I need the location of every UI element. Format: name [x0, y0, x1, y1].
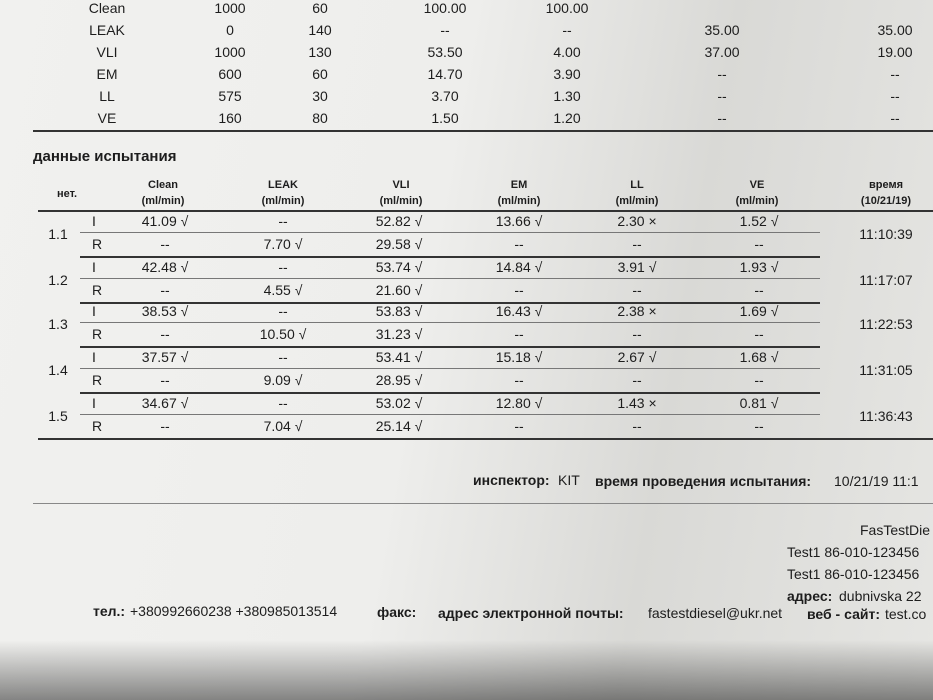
mode-return: R: [92, 372, 103, 388]
value-i-ll: 2.67 √: [617, 349, 657, 365]
test-divider: [80, 256, 820, 258]
header-line: [38, 210, 933, 212]
param-cell-f: --: [890, 88, 900, 104]
value-i-em: 14.84 √: [495, 259, 543, 275]
value-i-em: 13.66 √: [495, 213, 543, 229]
mode-injection: I: [92, 213, 96, 229]
value-i-ll: 2.38 ×: [617, 303, 657, 319]
param-cell-f: 35.00: [877, 22, 913, 38]
value-i-vli: 52.82 √: [375, 213, 423, 229]
value-i-leak: --: [278, 213, 288, 229]
param-cell-c: 1.50: [431, 110, 459, 126]
header-ll-name: LL: [630, 179, 644, 191]
value-i-clean: 34.67 √: [141, 395, 189, 411]
email-value: fastestdiesel@ukr.net: [648, 605, 783, 621]
param-cell-f: 19.00: [877, 44, 913, 60]
param-cell-c: 3.70: [431, 88, 459, 104]
row-divider: [80, 232, 820, 233]
value-r-ve: --: [754, 418, 764, 434]
email-label: адрес электронной почты:: [438, 605, 624, 621]
value-i-ve: 1.93 √: [739, 259, 779, 275]
param-cell-a: 0: [226, 22, 234, 38]
param-cell-name: VE: [97, 110, 117, 126]
test-id: 1.3: [48, 316, 68, 332]
test-id: 1.1: [48, 226, 68, 242]
value-i-leak: --: [278, 303, 288, 319]
header-vli: [380, 177, 423, 209]
param-cell-d: 3.90: [553, 66, 581, 82]
mode-return: R: [92, 418, 103, 434]
header-ve-name: VE: [749, 179, 765, 191]
param-cell-f: --: [890, 66, 900, 82]
row-divider: [80, 414, 820, 415]
value-r-leak: 7.04 √: [263, 418, 303, 434]
address-value: dubnivska 22: [839, 588, 922, 604]
test-time: 11:22:53: [859, 316, 913, 332]
value-i-ll: 2.30 ×: [617, 213, 657, 229]
param-cell-d: --: [562, 22, 572, 38]
param-cell-b: 80: [312, 110, 328, 126]
param-cell-d: 4.00: [553, 44, 581, 60]
header-time: [861, 177, 911, 209]
mode-return: R: [92, 282, 103, 298]
value-i-ve: 1.69 √: [739, 303, 779, 319]
header-ve: [736, 177, 779, 209]
header-time-date: (10/21/19): [860, 195, 912, 207]
parameter-table-bottom-line: [33, 130, 933, 132]
header-leak-unit: (ml/min): [261, 195, 305, 207]
value-r-vli: 25.14 √: [375, 418, 423, 434]
inspector-label: инспектор:: [473, 472, 550, 488]
value-r-ve: --: [754, 236, 764, 252]
phone-value: +380992660238 +380985013514: [130, 603, 338, 619]
value-r-ll: --: [632, 282, 642, 298]
value-r-vli: 29.58 √: [375, 236, 423, 252]
param-cell-c: 100.00: [423, 0, 467, 16]
value-i-em: 12.80 √: [495, 395, 543, 411]
value-i-clean: 37.57 √: [141, 349, 189, 365]
value-i-em: 16.43 √: [495, 303, 543, 319]
value-r-clean: --: [160, 282, 170, 298]
value-r-leak: 9.09 √: [263, 372, 303, 388]
row-divider: [80, 368, 820, 369]
fax-label: факс:: [377, 604, 417, 620]
param-cell-b: 140: [308, 22, 332, 38]
value-r-leak: 7.70 √: [263, 236, 303, 252]
test-time-label: время проведения испытания:: [595, 473, 812, 489]
header-vli-unit: (ml/min): [379, 195, 423, 207]
phone-label: тел.:: [93, 603, 126, 619]
param-cell-a: 600: [218, 66, 242, 82]
param-cell-a: 1000: [214, 44, 246, 60]
company-phone-line-1: Test1 86-010-123456: [787, 544, 920, 560]
value-r-ll: --: [632, 418, 642, 434]
test-divider: [80, 302, 820, 304]
param-cell-c: 53.50: [427, 44, 463, 60]
value-r-ve: --: [754, 372, 764, 388]
param-cell-e: 35.00: [704, 22, 740, 38]
value-i-vli: 53.02 √: [375, 395, 423, 411]
param-cell-f: --: [890, 110, 900, 126]
inspector-value: KIT: [558, 472, 580, 488]
value-r-em: --: [514, 282, 524, 298]
header-clean-unit: (ml/min): [141, 195, 185, 207]
value-i-vli: 53.74 √: [375, 259, 423, 275]
value-i-leak: --: [278, 395, 288, 411]
value-r-ll: --: [632, 372, 642, 388]
value-i-vli: 53.41 √: [375, 349, 423, 365]
value-r-ll: --: [632, 236, 642, 252]
test-time-value: 10/21/19 11:1: [834, 473, 919, 489]
value-r-leak: 4.55 √: [263, 282, 303, 298]
test-time: 11:17:07: [859, 272, 913, 288]
value-r-ve: --: [754, 326, 764, 342]
test-time: 11:31:05: [859, 362, 913, 378]
website-value: test.co: [885, 606, 927, 622]
mode-injection: I: [92, 395, 96, 411]
value-r-em: --: [514, 236, 524, 252]
value-i-vli: 53.83 √: [375, 303, 423, 319]
header-no: нет.: [56, 188, 78, 200]
address-label: адрес:: [787, 588, 833, 604]
company-name: FasTestDie: [860, 522, 931, 538]
value-r-em: --: [514, 326, 524, 342]
header-ll: [616, 177, 659, 209]
param-cell-a: 1000: [214, 0, 246, 16]
mode-injection: I: [92, 303, 96, 319]
value-r-leak: 10.50 √: [259, 326, 307, 342]
website-label: веб - сайт:: [807, 606, 880, 622]
param-cell-e: --: [717, 110, 727, 126]
value-r-ve: --: [754, 282, 764, 298]
test-id: 1.4: [48, 362, 68, 378]
value-i-leak: --: [278, 259, 288, 275]
value-i-clean: 38.53 √: [141, 303, 189, 319]
value-r-clean: --: [160, 372, 170, 388]
header-ve-unit: (ml/min): [735, 195, 779, 207]
photo-shadow: [0, 640, 933, 700]
param-cell-a: 575: [218, 88, 242, 104]
value-r-em: --: [514, 418, 524, 434]
header-ll-unit: (ml/min): [615, 195, 659, 207]
value-r-vli: 31.23 √: [375, 326, 423, 342]
param-cell-name: LL: [99, 88, 115, 104]
param-cell-a: 160: [218, 110, 242, 126]
param-cell-c: 14.70: [427, 66, 463, 82]
value-i-ll: 1.43 ×: [617, 395, 657, 411]
mode-return: R: [92, 326, 103, 342]
value-r-clean: --: [160, 326, 170, 342]
param-cell-e: --: [717, 88, 727, 104]
test-time: 11:36:43: [859, 408, 913, 424]
footer-separator: [33, 503, 933, 504]
param-cell-d: 1.30: [553, 88, 581, 104]
mode-injection: I: [92, 259, 96, 275]
row-divider: [80, 322, 820, 323]
value-i-ve: 1.68 √: [739, 349, 779, 365]
param-cell-name: LEAK: [89, 22, 125, 38]
test-divider: [80, 392, 820, 394]
header-time-name: время: [868, 179, 903, 191]
mode-return: R: [92, 236, 103, 252]
header-clean-name: Clean: [148, 179, 178, 191]
value-r-em: --: [514, 372, 524, 388]
value-r-clean: --: [160, 418, 170, 434]
param-cell-b: 130: [308, 44, 332, 60]
header-leak: [262, 177, 305, 209]
value-i-ve: 1.52 √: [739, 213, 779, 229]
header-em-name: EM: [510, 179, 528, 191]
value-i-clean: 41.09 √: [141, 213, 189, 229]
param-cell-name: EM: [96, 66, 118, 82]
test-time: 11:10:39: [859, 226, 913, 242]
value-r-ll: --: [632, 326, 642, 342]
param-cell-b: 30: [312, 88, 328, 104]
param-cell-e: --: [717, 66, 727, 82]
header-leak-name: LEAK: [268, 179, 298, 191]
header-em: [498, 177, 541, 209]
param-cell-d: 100.00: [545, 0, 589, 16]
test-id: 1.5: [48, 408, 68, 424]
row-divider: [80, 278, 820, 279]
test-id: 1.2: [48, 272, 68, 288]
test-divider: [80, 346, 820, 348]
company-phone-line-2: Test1 86-010-123456: [787, 566, 920, 582]
value-r-vli: 21.60 √: [375, 282, 423, 298]
param-cell-name: Clean: [88, 0, 126, 16]
param-cell-c: --: [440, 22, 450, 38]
value-i-ve: 0.81 √: [739, 395, 779, 411]
param-cell-d: 1.20: [553, 110, 581, 126]
header-clean: [142, 177, 185, 209]
value-i-clean: 42.48 √: [141, 259, 189, 275]
param-cell-b: 60: [312, 0, 328, 16]
mode-injection: I: [92, 349, 96, 365]
value-i-leak: --: [278, 349, 288, 365]
param-cell-b: 60: [312, 66, 328, 82]
value-r-vli: 28.95 √: [375, 372, 423, 388]
value-i-ll: 3.91 √: [617, 259, 657, 275]
value-r-clean: --: [160, 236, 170, 252]
header-em-unit: (ml/min): [497, 195, 541, 207]
param-cell-name: VLI: [96, 44, 118, 60]
section-title: данные испытания: [33, 148, 177, 165]
param-cell-e: 37.00: [704, 44, 740, 60]
value-i-em: 15.18 √: [495, 349, 543, 365]
test-divider: [38, 438, 933, 440]
header-vli-name: VLI: [392, 179, 410, 191]
